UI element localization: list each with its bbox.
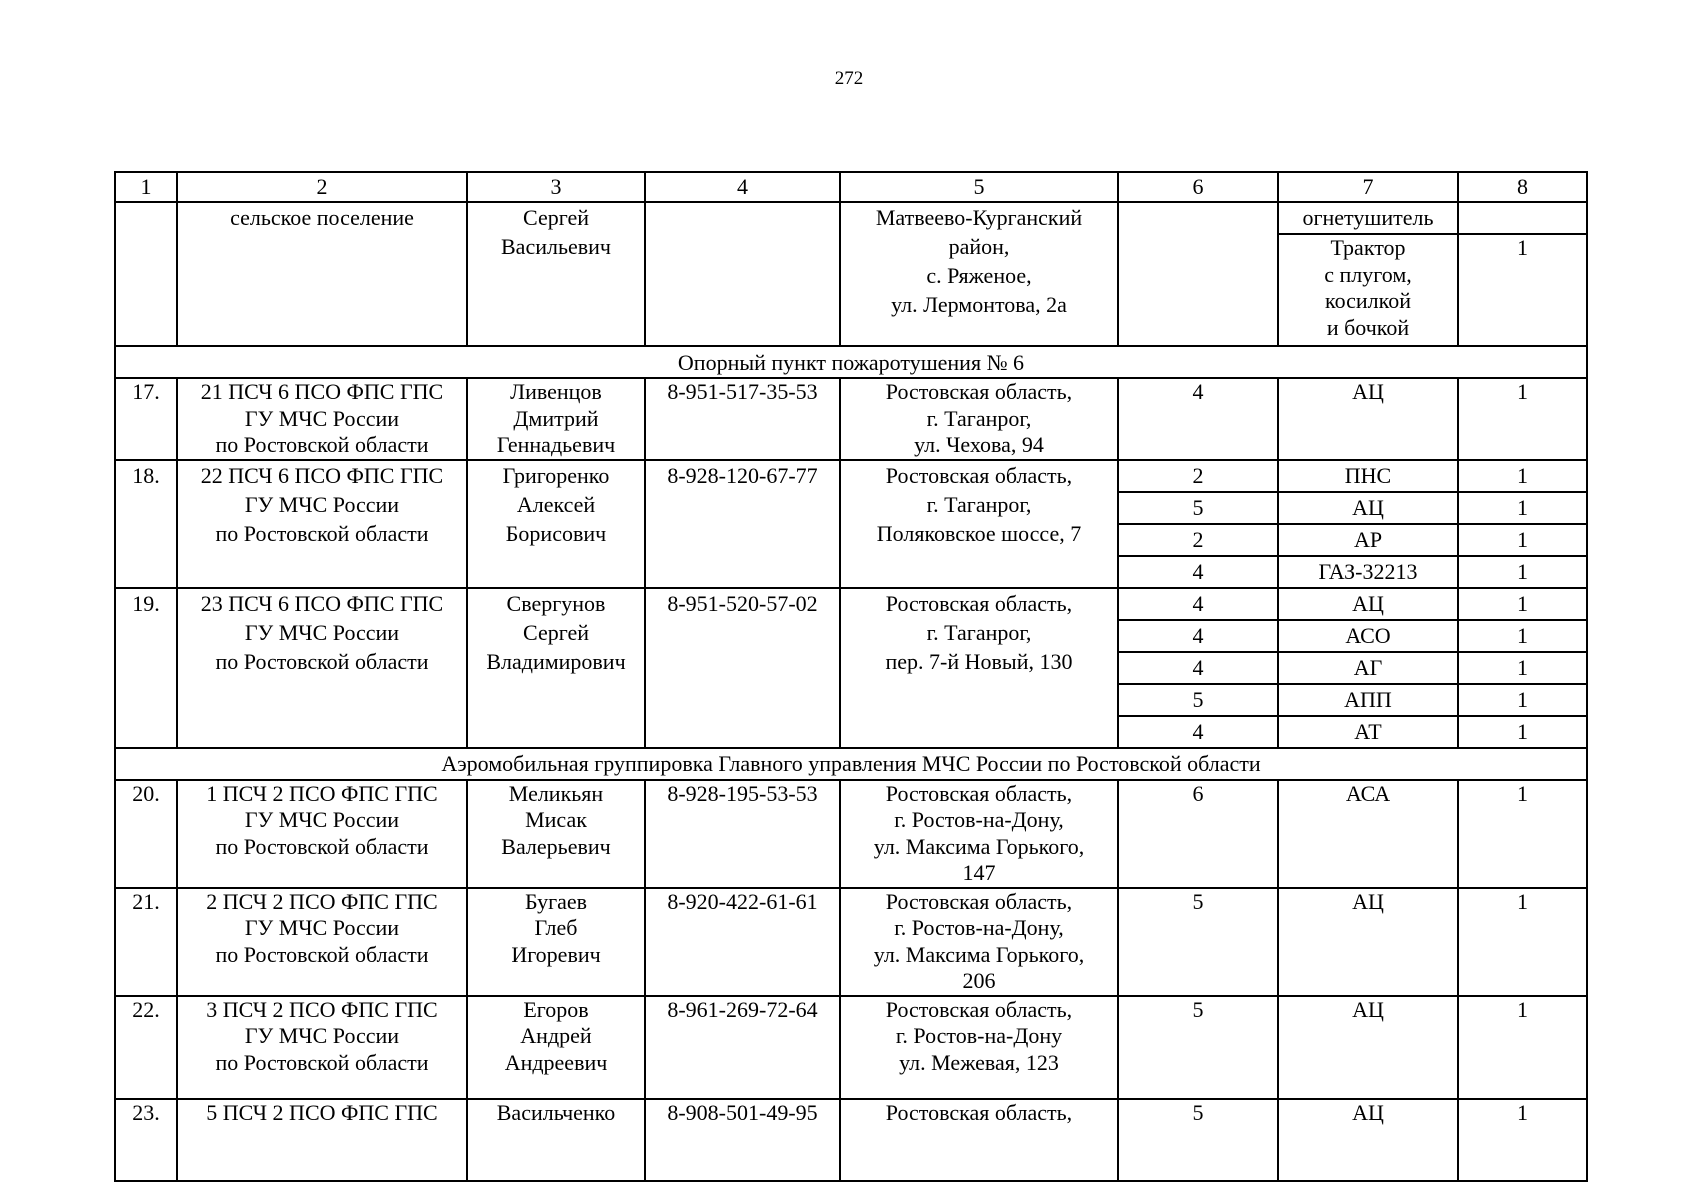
person-cell <box>467 1099 645 1181</box>
col-header-3: 3 <box>467 172 645 202</box>
table-row <box>115 888 1587 996</box>
phone-cell: 8-961-269-72-64 <box>645 996 840 1099</box>
crew-count: 5 <box>1118 492 1278 524</box>
equipment-qty: 1 <box>1458 684 1587 716</box>
address-line: пер. 7-й Новый, 130 <box>885 648 1073 674</box>
equipment-qty: 1 <box>1458 524 1587 556</box>
address-line: Ростовская область, <box>885 888 1073 914</box>
address-line: район, <box>948 234 1010 259</box>
crew-count: 5 <box>1118 996 1278 1099</box>
table-row <box>115 996 1587 1099</box>
table-row <box>115 460 1587 492</box>
person-line: Глеб <box>534 915 578 940</box>
row-number: 23. <box>115 1099 177 1181</box>
address-line: ул. Межевая, 123 <box>899 1049 1059 1075</box>
crew-count: 5 <box>1118 684 1278 716</box>
equipment-type: АЦ <box>1278 588 1458 620</box>
crew-count: 4 <box>1118 652 1278 684</box>
org-line: ГУ МЧС России <box>244 915 400 940</box>
equipment-qty: 1 <box>1458 460 1587 492</box>
table-row <box>115 588 1587 620</box>
person-line: Сергей <box>523 619 589 645</box>
person-line: Сергей <box>523 205 589 230</box>
address-line: ул. Лермонтова, 2а <box>891 292 1067 317</box>
col-header-2: 2 <box>177 172 467 202</box>
person-line: Меликьян <box>508 780 604 806</box>
address-line: Ростовская область, <box>885 996 1073 1022</box>
person-line: Григоренко <box>502 462 610 488</box>
org-line: 5 ПСЧ 2 ПСО ФПС ГПС <box>206 1099 438 1125</box>
org-line: по Ростовской области <box>215 432 429 457</box>
org-line: 2 ПСЧ 2 ПСО ФПС ГПС <box>206 888 438 914</box>
address-line: 206 <box>962 968 996 993</box>
org-line: 1 ПСЧ 2 ПСО ФПС ГПС <box>206 780 438 806</box>
equipment-qty: 1 <box>1458 652 1587 684</box>
address-cell <box>840 460 1118 588</box>
person-line: Васильченко <box>496 1099 616 1125</box>
equipment-qty: 1 <box>1458 780 1587 888</box>
equipment-qty: 1 <box>1458 716 1587 748</box>
person-cell <box>467 460 645 588</box>
org-line: 23 ПСЧ 6 ПСО ФПС ГПС <box>200 590 444 616</box>
org-line: по Ростовской области <box>215 941 429 967</box>
equipment-type: АСО <box>1278 620 1458 652</box>
org-line: ГУ МЧС России <box>244 405 400 431</box>
column-number-header <box>115 172 1587 202</box>
equipment-qty: 1 <box>1458 888 1587 996</box>
equipment-type: АСА <box>1278 780 1458 888</box>
equipment-line: с плугом, <box>1324 261 1412 287</box>
person-line: Васильевич <box>501 234 611 259</box>
person-line: Алексей <box>516 491 596 517</box>
table-row <box>115 1099 1587 1181</box>
col-header-5: 5 <box>840 172 1118 202</box>
phone-cell: 8-928-120-67-77 <box>645 460 840 588</box>
equipment-type <box>1278 234 1458 346</box>
row-number: 19. <box>115 588 177 748</box>
continuation-row <box>115 202 1587 234</box>
address-cell <box>840 1099 1118 1181</box>
person-cell <box>467 378 645 460</box>
address-line: г. Ростов-на-Дону <box>895 1023 1063 1048</box>
crew-count: 4 <box>1118 556 1278 588</box>
address-line: ул. Максима Горького, <box>873 833 1085 859</box>
equipment-line: и бочкой <box>1326 314 1410 340</box>
equipment-type: АГ <box>1278 652 1458 684</box>
org-line: сельское поселение <box>230 205 414 230</box>
equipment-qty: 1 <box>1458 996 1587 1099</box>
equipment-type: ГАЗ-32213 <box>1278 556 1458 588</box>
person-line: Игоревич <box>511 941 601 967</box>
crew-count: 2 <box>1118 524 1278 556</box>
address-line: ул. Чехова, 94 <box>914 432 1044 457</box>
continuation-crew <box>1118 202 1278 346</box>
crew-count: 4 <box>1118 620 1278 652</box>
org-line: 3 ПСЧ 2 ПСО ФПС ГПС <box>206 996 438 1022</box>
address-line: Ростовская область, <box>885 379 1073 404</box>
row-number: 21. <box>115 888 177 996</box>
equipment-type: АЦ <box>1278 996 1458 1099</box>
person-line: Мисак <box>525 807 587 832</box>
org-line: ГУ МЧС России <box>244 619 400 645</box>
page-number: 272 <box>834 68 864 89</box>
address-cell <box>840 378 1118 460</box>
phone-cell: 8-920-422-61-61 <box>645 888 840 996</box>
person-cell <box>467 588 645 748</box>
address-line: г. Ростов-на-Дону, <box>894 807 1064 832</box>
equipment-type: АЦ <box>1278 888 1458 996</box>
section-title: Аэромобильная группировка Главного управления МЧС России по Ростовской области <box>115 748 1587 780</box>
equipment-qty <box>1458 202 1587 234</box>
person-cell <box>467 996 645 1099</box>
address-cell <box>840 588 1118 748</box>
org-cell <box>177 1099 467 1181</box>
address-cell <box>840 888 1118 996</box>
continuation-address <box>840 202 1118 346</box>
equipment-type: ПНС <box>1278 460 1458 492</box>
section-header-aero <box>115 748 1587 780</box>
equipment-qty: 1 <box>1458 620 1587 652</box>
equipment-line: косилкой <box>1325 288 1411 313</box>
person-line: Андрей <box>520 1023 592 1048</box>
continuation-num <box>115 202 177 346</box>
address-cell <box>840 996 1118 1099</box>
continuation-phone <box>645 202 840 346</box>
col-header-7: 7 <box>1278 172 1458 202</box>
person-line: Ливенцов <box>510 379 602 404</box>
section-title: Опорный пункт пожаротушения № 6 <box>115 346 1587 378</box>
person-line: Валерьевич <box>501 833 611 859</box>
org-line: ГУ МЧС России <box>244 807 400 832</box>
section-header-s6 <box>115 346 1587 378</box>
equipment-type: АТ <box>1278 716 1458 748</box>
person-cell <box>467 888 645 996</box>
equipment-type: АЦ <box>1278 492 1458 524</box>
table-row <box>115 378 1587 460</box>
org-cell <box>177 780 467 888</box>
equipment-type: АР <box>1278 524 1458 556</box>
org-line: по Ростовской области <box>215 648 429 674</box>
equipment-qty: 1 <box>1458 556 1587 588</box>
org-cell <box>177 996 467 1099</box>
org-line: по Ростовской области <box>215 1049 429 1075</box>
equipment-qty: 1 <box>1458 378 1587 460</box>
equipment-table <box>114 171 1588 1182</box>
address-line: Ростовская область, <box>885 1099 1073 1125</box>
org-line: по Ростовской области <box>215 833 429 859</box>
address-line: Ростовская область, <box>885 780 1073 806</box>
col-header-6: 6 <box>1118 172 1278 202</box>
address-cell <box>840 780 1118 888</box>
person-line: Бугаев <box>524 888 588 914</box>
person-line: Дмитрий <box>513 405 599 431</box>
crew-count: 4 <box>1118 588 1278 620</box>
col-header-4: 4 <box>645 172 840 202</box>
phone-cell: 8-908-501-49-95 <box>645 1099 840 1181</box>
address-line: Ростовская область, <box>885 590 1073 616</box>
org-line: 22 ПСЧ 6 ПСО ФПС ГПС <box>200 462 444 488</box>
equipment-type: АПП <box>1278 684 1458 716</box>
continuation-person <box>467 202 645 346</box>
address-line: Поляковское шоссе, 7 <box>876 520 1082 546</box>
org-line: по Ростовской области <box>215 520 429 546</box>
org-cell <box>177 888 467 996</box>
person-line: Андреевич <box>504 1049 608 1075</box>
crew-count: 5 <box>1118 1099 1278 1181</box>
person-cell <box>467 780 645 888</box>
col-header-1: 1 <box>115 172 177 202</box>
person-line: Борисович <box>505 520 607 546</box>
address-line: г. Таганрог, <box>926 491 1032 517</box>
person-line: Владимирович <box>486 648 626 674</box>
col-header-8: 8 <box>1458 172 1587 202</box>
crew-count: 5 <box>1118 888 1278 996</box>
row-number: 17. <box>115 378 177 460</box>
address-line: г. Таганрог, <box>926 405 1032 431</box>
crew-count: 2 <box>1118 460 1278 492</box>
address-line: 147 <box>962 860 996 885</box>
org-cell <box>177 378 467 460</box>
equipment-qty: 1 <box>1458 492 1587 524</box>
equipment-type: АЦ <box>1278 1099 1458 1181</box>
address-line: г. Ростов-на-Дону, <box>894 915 1064 940</box>
crew-count: 6 <box>1118 780 1278 888</box>
address-line: ул. Максима Горького, <box>873 941 1085 967</box>
equipment-qty: 1 <box>1458 1099 1587 1181</box>
person-line: Свергунов <box>506 590 606 616</box>
phone-cell: 8-951-517-35-53 <box>645 378 840 460</box>
person-line: Егоров <box>523 996 589 1022</box>
equipment-line: Трактор <box>1330 235 1406 260</box>
address-line: г. Таганрог, <box>926 619 1032 645</box>
row-number: 18. <box>115 460 177 588</box>
continuation-org <box>177 202 467 346</box>
equipment-qty: 1 <box>1458 588 1587 620</box>
phone-cell: 8-928-195-53-53 <box>645 780 840 888</box>
person-line: Геннадьевич <box>496 432 616 457</box>
org-line: 21 ПСЧ 6 ПСО ФПС ГПС <box>200 379 444 404</box>
equipment-type <box>1278 202 1458 234</box>
org-cell <box>177 460 467 588</box>
address-line: Ростовская область, <box>885 462 1073 488</box>
address-line: Матвеево-Курганский <box>875 205 1083 230</box>
org-line: ГУ МЧС России <box>244 1023 400 1048</box>
phone-cell: 8-951-520-57-02 <box>645 588 840 748</box>
equipment-qty: 1 <box>1458 234 1587 346</box>
crew-count: 4 <box>1118 716 1278 748</box>
row-number: 22. <box>115 996 177 1099</box>
equipment-line: огнетушитель <box>1302 205 1434 230</box>
org-line: ГУ МЧС России <box>244 491 400 517</box>
equipment-type: АЦ <box>1278 378 1458 460</box>
table-row <box>115 780 1587 888</box>
row-number: 20. <box>115 780 177 888</box>
org-cell <box>177 588 467 748</box>
address-line: с. Ряженое, <box>926 263 1032 288</box>
crew-count: 4 <box>1118 378 1278 460</box>
